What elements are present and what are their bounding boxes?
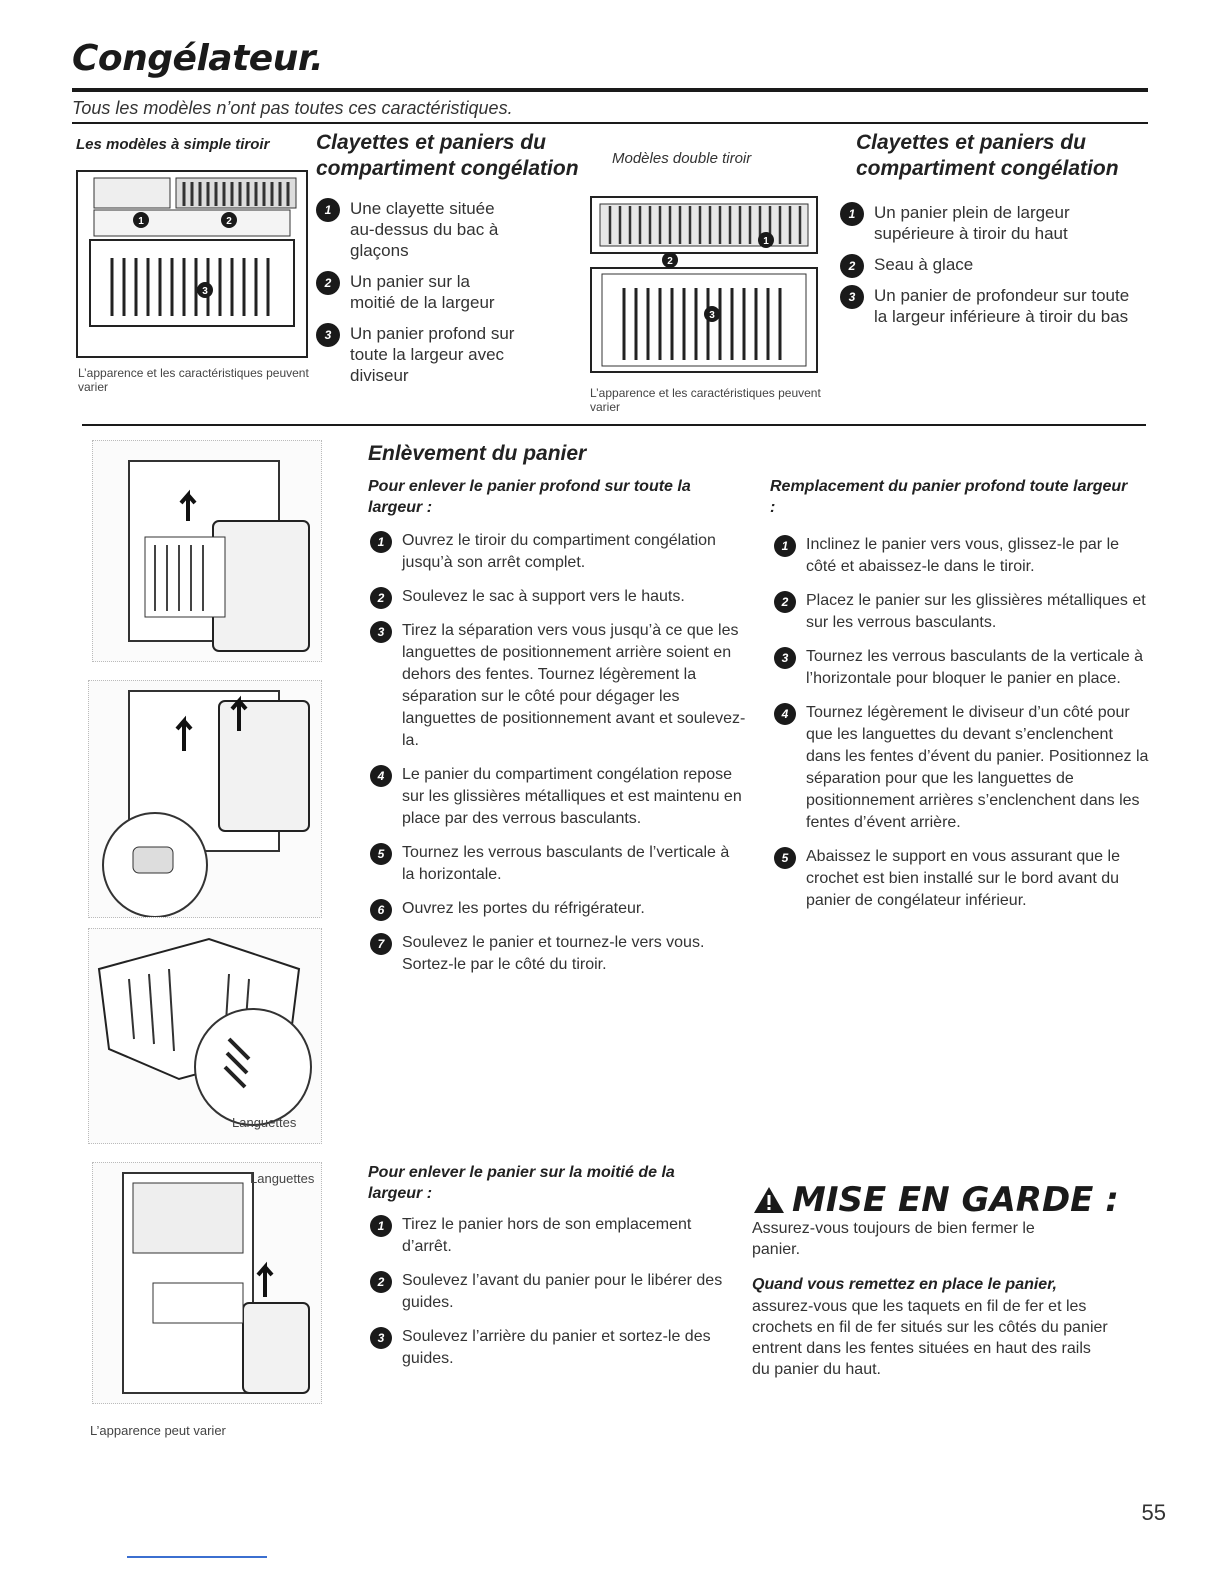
separator-removal-diagram bbox=[89, 681, 321, 917]
list-item: 2 Un panier sur la moitié de la largeur bbox=[316, 271, 516, 313]
full-width-heading: Pour enlever le panier profond sur toute la largeur : bbox=[368, 478, 691, 516]
basket-languettes-illustration bbox=[88, 928, 322, 1144]
step-number: 7 bbox=[370, 933, 392, 955]
step-number: 4 bbox=[774, 703, 796, 725]
list-item: 1 Inclinez le panier vers vous, glissez-le par le côté et abaissez-le dans le tiroir. bbox=[774, 534, 1150, 578]
step-number: 4 bbox=[370, 765, 392, 787]
footer-line bbox=[127, 1556, 267, 1558]
half-width-steps bbox=[370, 1214, 740, 1382]
step-number: 1 bbox=[316, 198, 340, 222]
step-number: 3 bbox=[774, 647, 796, 669]
page-title: Congélateur. bbox=[72, 38, 324, 79]
double-callout-3: 3 bbox=[709, 310, 715, 321]
step-number: 1 bbox=[840, 202, 864, 226]
half-width-heading: Pour enlever le panier sur la moitié de la largeur : bbox=[368, 1164, 675, 1202]
step-number: 1 bbox=[370, 1215, 392, 1237]
bottom-caption: L’apparence peut varier bbox=[90, 1423, 226, 1438]
step-number: 3 bbox=[840, 285, 864, 309]
step-number: 1 bbox=[774, 535, 796, 557]
languettes-label-2: Languettes bbox=[250, 1171, 315, 1186]
single-drawer-heading-line1: Clayettes et paniers du bbox=[316, 131, 546, 154]
list-item: 2 Seau à glace bbox=[840, 254, 1140, 275]
half-basket-illustration bbox=[92, 1162, 322, 1404]
replace-heading: Remplacement du panier profond toute largeur : bbox=[770, 478, 1128, 516]
list-item: 3 Un panier profond sur toute la largeur avec diviseur bbox=[316, 323, 516, 386]
warning-text: Assurez-vous toujours de bien fermer le panier. bbox=[752, 1220, 1035, 1258]
list-item: 2 Placez le panier sur les glissières métalliques et sur les verrous basculants. bbox=[774, 590, 1150, 634]
removal-title: Enlèvement du panier bbox=[368, 442, 587, 465]
warning-header bbox=[752, 1180, 1119, 1220]
separator-removal-illustration bbox=[88, 680, 322, 918]
list-item: 3 Tirez la séparation vers vous jusqu’à ce que les languettes de positionnement arrière soient en dehors des fentes. Tournez légèrement la séparation sur le côté pour dégager les languettes de positionnement avant et soulevez-la. bbox=[370, 620, 746, 752]
list-item: 1 Une clayette située au-dessus du bac à glaçons bbox=[316, 198, 516, 261]
languettes-label-1: Languettes bbox=[232, 1115, 297, 1130]
list-item: 1 Ouvrez le tiroir du compartiment congélation jusqu’à son arrêt complet. bbox=[370, 530, 746, 574]
basket-languettes-diagram bbox=[89, 929, 321, 1143]
list-item: 7 Soulevez le panier et tournez-le vers vous. Sortez-le par le côté du tiroir. bbox=[370, 932, 746, 976]
drawer-open-illustration bbox=[92, 440, 322, 662]
page-subtitle: Tous les modèles n’ont pas toutes ces caractéristiques. bbox=[72, 98, 513, 118]
warning-subtext: assurez-vous que les taquets en fil de fer et les crochets en fil de fer situés sur les côtés du panier entrent dans les fentes situées en haut des rails du panier du haut. bbox=[752, 1298, 1108, 1378]
step-number: 1 bbox=[370, 531, 392, 553]
double-callout-2: 2 bbox=[667, 256, 673, 267]
warning-triangle-icon bbox=[752, 1185, 786, 1215]
replace-steps bbox=[774, 534, 1150, 924]
list-item: 3 Tournez les verrous basculants de la verticale à l’horizontale pour bloquer le panier en place. bbox=[774, 646, 1150, 690]
list-item: 2 Soulevez l’avant du panier pour le libérer des guides. bbox=[370, 1270, 740, 1314]
section-rule bbox=[82, 424, 1146, 426]
half-basket-diagram bbox=[93, 1163, 321, 1403]
step-number: 3 bbox=[370, 621, 392, 643]
step-number: 2 bbox=[370, 587, 392, 609]
step-number: 3 bbox=[316, 323, 340, 347]
list-item: 3 Soulevez l’arrière du panier et sortez-le des guides. bbox=[370, 1326, 740, 1370]
list-item: 6 Ouvrez les portes du réfrigérateur. bbox=[370, 898, 746, 920]
step-number: 2 bbox=[316, 271, 340, 295]
warning-title: MISE EN GARDE : bbox=[792, 1180, 1119, 1220]
single-drawer-caption: L’apparence et les caractéristiques peuvent varier bbox=[78, 366, 309, 394]
double-drawer-label: Modèles double tiroir bbox=[612, 150, 752, 167]
double-drawer-illustration bbox=[590, 196, 818, 378]
list-item: 4 Le panier du compartiment congélation repose sur les glissières métalliques et est maintenu en place par des verrous basculants. bbox=[370, 764, 746, 830]
step-number: 2 bbox=[370, 1271, 392, 1293]
single-drawer-diagram bbox=[76, 170, 308, 358]
single-callout-1: 1 bbox=[138, 216, 144, 227]
warning-subheading: Quand vous remettez en place le panier, bbox=[752, 1276, 1057, 1293]
list-item: 3 Un panier de profondeur sur toute la largeur inférieure à tiroir du bas bbox=[840, 285, 1140, 327]
single-callout-2: 2 bbox=[226, 216, 232, 227]
double-drawer-list bbox=[840, 202, 1140, 337]
single-callout-3: 3 bbox=[202, 286, 208, 297]
title-rule bbox=[72, 88, 1148, 92]
drawer-open-diagram bbox=[93, 441, 321, 661]
single-drawer-label: Les modèles à simple tiroir bbox=[76, 136, 270, 153]
step-number: 2 bbox=[840, 254, 864, 278]
single-drawer-list bbox=[316, 198, 516, 396]
page-number: 55 bbox=[1141, 1500, 1166, 1525]
step-number: 5 bbox=[774, 847, 796, 869]
full-width-steps bbox=[370, 530, 746, 988]
step-number: 2 bbox=[774, 591, 796, 613]
list-item: 4 Tournez légèrement le diviseur d’un côté pour que les languettes du devant s’enclenchent dans les fentes d’évent du panier. Positionnez la séparation pour que les languettes de positionnement arrières s’enclenchent dans les fentes d’évent arrière. bbox=[774, 702, 1150, 834]
single-drawer-illustration bbox=[76, 170, 308, 358]
subtitle-rule bbox=[72, 122, 1148, 124]
double-drawer-diagram bbox=[590, 196, 818, 378]
step-number: 6 bbox=[370, 899, 392, 921]
double-drawer-heading-line1: Clayettes et paniers du bbox=[856, 131, 1086, 154]
single-drawer-heading bbox=[316, 130, 579, 182]
double-drawer-caption: L’apparence et les caractéristiques peuvent varier bbox=[590, 386, 821, 414]
single-drawer-heading-line2: compartiment congélation bbox=[316, 157, 579, 180]
double-drawer-heading bbox=[856, 130, 1119, 182]
list-item: 2 Soulevez le sac à support vers le hauts. bbox=[370, 586, 746, 608]
list-item: 5 Abaissez le support en vous assurant que le crochet est bien installé sur le bord avant du panier de congélateur inférieur. bbox=[774, 846, 1150, 912]
step-number: 3 bbox=[370, 1327, 392, 1349]
list-item: 5 Tournez les verrous basculants de l’verticale à la horizontale. bbox=[370, 842, 746, 886]
list-item: 1 Tirez le panier hors de son emplacement d’arrêt. bbox=[370, 1214, 740, 1258]
double-callout-1: 1 bbox=[763, 236, 769, 247]
step-number: 5 bbox=[370, 843, 392, 865]
double-drawer-heading-line2: compartiment congélation bbox=[856, 157, 1119, 180]
list-item: 1 Un panier plein de largeur supérieure à tiroir du haut bbox=[840, 202, 1140, 244]
